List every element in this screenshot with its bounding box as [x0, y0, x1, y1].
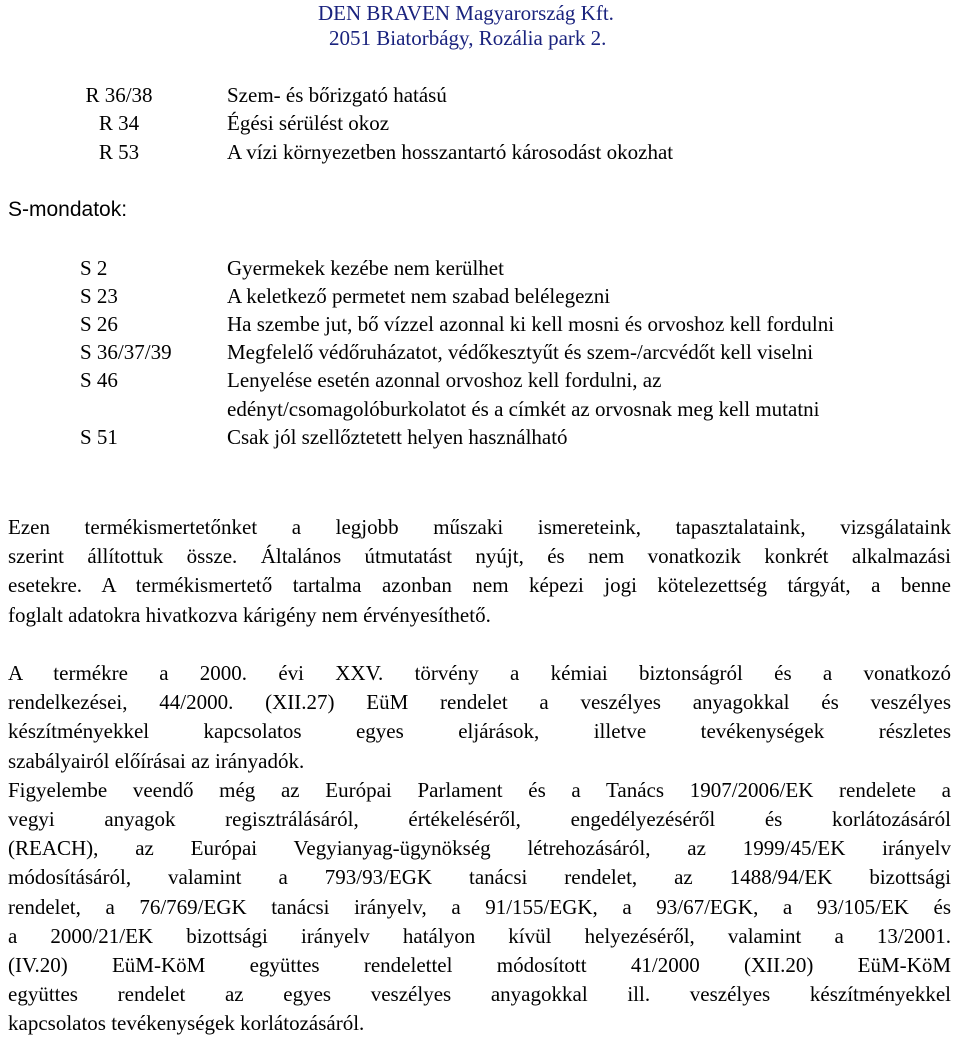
s-phrase-code: S 51 [80, 425, 118, 449]
r-phrase-code: R 36/38 [85, 83, 153, 107]
paragraph-line: módosításáról, valamint a 793/93/EGK tanácsi rendelet, az 1488/94/EK bizottsági [8, 865, 951, 890]
s-phrase-text: edényt/csomagolóburkolatot és a címkét az orvosnak meg kell mutatni [227, 397, 820, 421]
paragraph-line: szabályairól előírásai az irányadók. [8, 748, 305, 773]
company-name: DEN BRAVEN Magyarország Kft. [318, 1, 614, 25]
legal-paragraph [8, 659, 951, 1039]
s-phrase-code: S 26 [80, 312, 118, 336]
paragraph-line: Figyelembe veendő még az Európai Parlament és a Tanács 1907/2006/EK rendelete a [8, 777, 951, 802]
disclaimer-paragraph [8, 513, 951, 630]
s-phrase-text: Megfelelő védőruházatot, védőkesztyűt és szem-/arcvédőt kell viselni [227, 340, 814, 364]
paragraph-line: szerint állítottuk össze. Általános útmutatást nyújt, és nem vonatkozik konkrét alkalmazási [8, 544, 951, 569]
r-phrase-text: A vízi környezetben hosszantartó károsodást okozhat [227, 140, 674, 164]
paragraph-line: a 2000/21/EK bizottsági irányelv hatályon kívül helyezéséről, valamint a 13/2001. [8, 923, 951, 948]
s-phrase-text: Csak jól szellőztetett helyen használható [227, 425, 568, 449]
paragraph-line: Ezen termékismertetőnket a legjobb műszaki ismereteink, tapasztalataink, vizsgálataink [8, 515, 951, 539]
paragraph-line: esetekre. A termékismertető tartalma azonban nem képezi jogi kötelezettség tárgyát, a benne [8, 573, 951, 598]
s-phrases-heading: S-mondatok: [8, 198, 128, 221]
paragraph-line: A termékre a 2000. évi XXV. törvény a kémiai biztonságról és a vonatkozó [8, 661, 951, 685]
r-phrase-code: R 34 [98, 111, 140, 135]
paragraph-line: foglalt adatokra hivatkozva kárigény nem érvényesíthető. [8, 602, 491, 627]
paragraph-line: (IV.20) EüM-KöM együttes rendelettel módosított 41/2000 (XII.20) EüM-KöM [8, 953, 951, 978]
s-phrase-text: Lenyelése esetén azonnal orvoshoz kell fordulni, az [227, 368, 662, 392]
s-phrase-code: S 46 [80, 368, 118, 392]
s-phrase-text: Ha szembe jut, bő vízzel azonnal ki kell mosni és orvoshoz kell fordulni [227, 312, 835, 336]
s-phrase-code: S 2 [80, 256, 108, 280]
r-phrase-text: Égési sérülést okoz [227, 111, 390, 135]
s-phrase-text: Gyermekek kezébe nem kerülhet [227, 256, 504, 280]
s-phrase-code: S 23 [80, 284, 118, 308]
paragraph-line: együttes rendelet az egyes veszélyes anyagokkal ill. veszélyes készítményekkel [8, 982, 951, 1007]
s-phrase-text: A keletkező permetet nem szabad belélegezni [227, 284, 611, 308]
s-phrase-code: S 36/37/39 [80, 340, 172, 364]
r-phrase-text: Szem- és bőrizgató hatású [227, 83, 447, 107]
paragraph-line: rendelkezései, 44/2000. (XII.27) EüM rendelet a veszélyes anyagokkal és veszélyes [8, 690, 951, 715]
paragraph-line: rendelet, a 76/769/EGK tanácsi irányelv, a 91/155/EGK, a 93/67/EGK, a 93/105/EK és [8, 894, 951, 919]
r-phrase-code: R 53 [98, 140, 140, 164]
paragraph-line: vegyi anyagok regisztrálásáról, értékeléséről, engedélyezéséről és korlátozásáról [8, 807, 951, 832]
paragraph-line: készítményekkel kapcsolatos egyes eljárások, illetve tevékenységek részletes [8, 719, 951, 744]
paragraph-line: (REACH), az Európai Vegyianyag-ügynökség létrehozásáról, az 1999/45/EK irányelv [8, 836, 951, 861]
company-address: 2051 Biatorbágy, Rozália park 2. [329, 26, 607, 50]
paragraph-line: kapcsolatos tevékenységek korlátozásáról. [8, 1011, 365, 1036]
